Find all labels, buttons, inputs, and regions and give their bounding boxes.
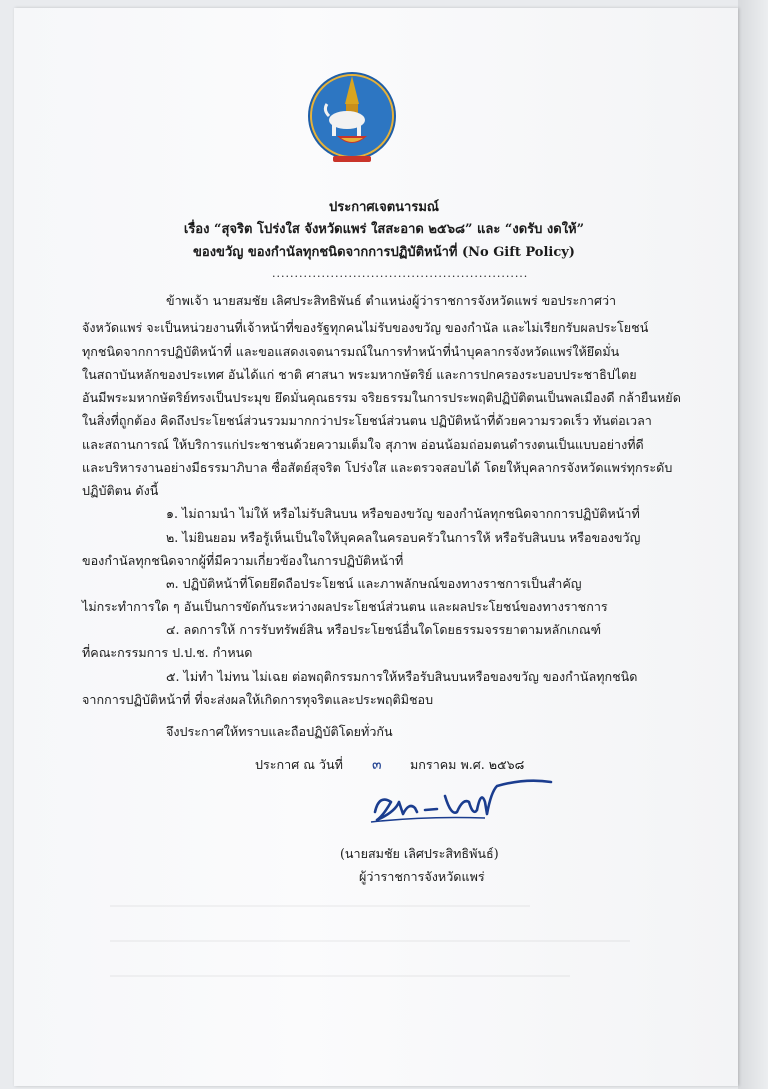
paragraph-line: ในสิ่งที่ถูกต้อง คิดถึงประโยชน์ส่วนรวมมากกว่าประโยชน์ส่วนตน ปฏิบัติหน้าที่ด้วยความรวดเร็ว ทันต่อเวลา: [82, 413, 652, 428]
date-prefix: ประกาศ ณ วันที่: [255, 757, 343, 772]
list-item-3-cont: ไม่กระทำการใด ๆ อันเป็นการขัดกันระหว่างผลประโยชน์ส่วนตน และผลประโยชน์ของทางราชการ: [82, 599, 608, 614]
province-seal-icon: [307, 70, 397, 168]
list-item-4: ๔. ลดการให้ การรับทรัพย์สิน หรือประโยชน์อื่นใดโดยธรรมจรรยาตามหลักเกณฑ์: [166, 622, 602, 637]
paragraph-line: ปฏิบัติตน ดังนี้: [82, 483, 159, 498]
list-item-1: ๑. ไม่ถามนำ ไม่ให้ หรือไม่รับสินบน หรือของขวัญ ของกำนัลทุกชนิดจากการปฏิบัติหน้าที่: [166, 506, 640, 521]
bleed-through-mark: [110, 975, 570, 977]
list-item-2-cont: ของกำนัลทุกชนิดจากผู้ที่มีความเกี่ยวข้องในการปฏิบัติหน้าที่: [82, 553, 404, 568]
separator-dots: .........................................................: [272, 267, 529, 280]
list-item-3: ๓. ปฏิบัติหน้าที่โดยยึดถือประโยชน์ และภาพลักษณ์ของทางราชการเป็นสำคัญ: [166, 576, 582, 591]
paragraph-line: ข้าพเจ้า นายสมชัย เลิศประสิทธิพันธ์ ตำแหน่งผู้ว่าราชการจังหวัดแพร่ ขอประกาศว่า: [166, 293, 617, 308]
closing-line: จึงประกาศให้ทราบและถือปฏิบัติโดยทั่วกัน: [166, 724, 393, 739]
announcement-subject: เรื่อง “สุจริต โปร่งใส จังหวัดแพร่ ใสสะอาด ๒๕๖๘” และ “งดรับ งดให้”: [183, 222, 585, 237]
bleed-through-mark: [110, 940, 630, 942]
date-rest: มกราคม พ.ศ. ๒๕๖๘: [410, 757, 525, 772]
paragraph-line: จังหวัดแพร่ จะเป็นหน่วยงานที่เจ้าหน้าที่ของรัฐทุกคนไม่รับของขวัญ ของกำนัล และไม่เรียกรับผลประโยชน์: [82, 320, 649, 335]
paragraph-line: และบริหารงานอย่างมีธรรมาภิบาล ซื่อสัตย์สุจริต โปร่งใส และตรวจสอบได้ โดยให้บุคลากรจังหวัดแพร่ทุกระดับ: [82, 460, 673, 475]
document-page: [14, 8, 738, 1086]
date-day: ๓: [372, 757, 382, 773]
announcement-subject-line2: ของขวัญ ของกำนัลทุกชนิดจากการปฏิบัติหน้าที่ (No Gift Policy): [193, 245, 575, 260]
paragraph-line: ทุกชนิดจากการปฏิบัติหน้าที่ และขอแสดงเจตนารมณ์ในการทำหน้าที่นำบุคลากรจังหวัดแพร่ให้ยึดมั่น: [82, 344, 620, 359]
handwritten-signature: [365, 772, 555, 832]
bleed-through-mark: [110, 905, 530, 907]
paragraph-line: และสถานการณ์ ให้บริการแก่ประชาชนด้วยความเต็มใจ สุภาพ อ่อนน้อมถ่อมตนดำรงตนเป็นแบบอย่างที่ดี: [82, 437, 644, 452]
page-edge: [738, 0, 768, 1089]
paragraph-line: อันมีพระมหากษัตริย์ทรงเป็นประมุข ยึดมั่นคุณธรรม จริยธรรมในการประพฤติปฏิบัติตนเป็นพลเมืองดี กล้ายืนหยัด: [82, 390, 681, 405]
list-item-5-cont: จากการปฏิบัติหน้าที่ ที่จะส่งผลให้เกิดการทุจริตและประพฤติมิชอบ: [82, 692, 434, 707]
list-item-2: ๒. ไม่ยินยอม หรือรู้เห็นเป็นใจให้บุคคลในครอบครัวในการให้ หรือรับสินบน หรือของขวัญ: [166, 530, 641, 545]
paragraph-line: ในสถาบันหลักของประเทศ อันได้แก่ ชาติ ศาสนา พระมหากษัตริย์ และการปกครองระบอบประชาธิปไตย: [82, 367, 637, 382]
announcement-title: ประกาศเจตนารมณ์: [329, 200, 439, 215]
list-item-4-cont: ที่คณะกรรมการ ป.ป.ช. กำหนด: [82, 645, 253, 660]
signatory-name: (นายสมชัย เลิศประสิทธิพันธ์): [340, 846, 499, 861]
list-item-5: ๕. ไม่ทำ ไม่ทน ไม่เฉย ต่อพฤติกรรมการให้หรือรับสินบนหรือของขวัญ ของกำนัลทุกชนิด: [166, 669, 638, 684]
signatory-position: ผู้ว่าราชการจังหวัดแพร่: [359, 869, 485, 884]
